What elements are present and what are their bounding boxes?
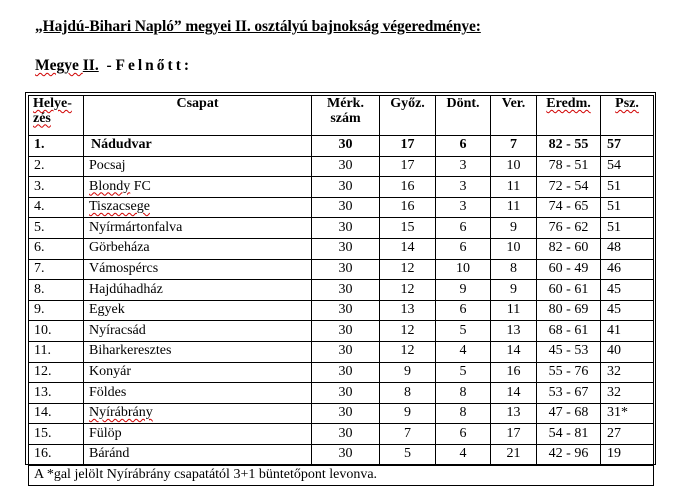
- cell-lost: 16: [491, 362, 537, 383]
- cell-played: 30: [312, 300, 380, 321]
- cell-lost: 9: [491, 218, 537, 239]
- cell-won: 12: [380, 321, 436, 342]
- cell-result: 80 - 69: [537, 300, 601, 321]
- table-row: [29, 259, 654, 280]
- table-row: [29, 136, 654, 157]
- cell-team: Nyíracsád: [84, 321, 312, 342]
- cell-points: 19: [601, 444, 654, 465]
- table-row: [29, 218, 654, 239]
- cell-team: Pocsaj: [84, 156, 312, 177]
- cell-team: Hajdúhadház: [84, 280, 312, 301]
- cell-result: 60 - 61: [537, 280, 601, 301]
- standings-header: [29, 96, 654, 136]
- cell-played: 30: [312, 238, 380, 259]
- cell-played: 30: [312, 177, 380, 198]
- cell-played: 30: [312, 444, 380, 465]
- cell-team: Blondy FC: [84, 177, 312, 198]
- table-row: [29, 300, 654, 321]
- cell-lost: 14: [491, 341, 537, 362]
- cell-lost: 11: [491, 177, 537, 198]
- table-row: [29, 424, 654, 445]
- subtitle-colon: :: [183, 57, 190, 74]
- cell-lost: 13: [491, 403, 537, 424]
- cell-points: 40: [601, 341, 654, 362]
- header-position-line1: Helye-: [33, 96, 72, 111]
- table-row: [29, 341, 654, 362]
- cell-points: 57: [601, 136, 654, 157]
- cell-points: 32: [601, 362, 654, 383]
- cell-position: 4.: [29, 197, 84, 218]
- cell-lost: 21: [491, 444, 537, 465]
- cell-result: 82 - 55: [537, 136, 601, 157]
- header-team: Csapat: [84, 96, 312, 136]
- cell-result: 54 - 81: [537, 424, 601, 445]
- cell-result: 60 - 49: [537, 259, 601, 280]
- cell-points: 27: [601, 424, 654, 445]
- cell-won: 13: [380, 300, 436, 321]
- cell-played: 30: [312, 362, 380, 383]
- cell-lost: 10: [491, 156, 537, 177]
- cell-points: 48: [601, 238, 654, 259]
- cell-team: [84, 403, 312, 424]
- header-row: [29, 96, 654, 136]
- document-subtitle: [35, 57, 189, 75]
- header-draw: Dönt.: [436, 96, 491, 136]
- cell-points: 54: [601, 156, 654, 177]
- cell-won: 12: [380, 280, 436, 301]
- cell-draw: 9: [436, 280, 491, 301]
- subtitle-dash: -: [98, 57, 116, 74]
- cell-lost: 10: [491, 238, 537, 259]
- cell-position: 2.: [29, 156, 84, 177]
- cell-lost: 17: [491, 424, 537, 445]
- header-position: [29, 96, 84, 136]
- cell-result: 47 - 68: [537, 403, 601, 424]
- document-title: „Hajdú-Bihari Napló” megyei II. osztályú bajnokság végeredménye:: [35, 18, 481, 35]
- header-played-line1: Mérk.: [327, 96, 364, 111]
- header-played: [312, 96, 380, 136]
- cell-result: 45 - 53: [537, 341, 601, 362]
- table-row: [29, 156, 654, 177]
- subtitle-prefix: Megye: [35, 57, 83, 74]
- cell-points: 51: [601, 197, 654, 218]
- cell-position: 6.: [29, 238, 84, 259]
- cell-position: 10.: [29, 321, 84, 342]
- cell-draw: 3: [436, 177, 491, 198]
- cell-position: 14.: [29, 403, 84, 424]
- cell-draw: 6: [436, 424, 491, 445]
- cell-position: 12.: [29, 362, 84, 383]
- table-row: [29, 362, 654, 383]
- cell-position: 5.: [29, 218, 84, 239]
- cell-played: 30: [312, 321, 380, 342]
- cell-played: 30: [312, 259, 380, 280]
- cell-points: 32: [601, 383, 654, 404]
- cell-position: 7.: [29, 259, 84, 280]
- cell-won: 7: [380, 424, 436, 445]
- cell-team: Konyár: [84, 362, 312, 383]
- cell-won: 16: [380, 197, 436, 218]
- cell-played: 30: [312, 136, 380, 157]
- cell-result: 53 - 67: [537, 383, 601, 404]
- cell-draw: 6: [436, 136, 491, 157]
- cell-lost: 14: [491, 383, 537, 404]
- cell-played: 30: [312, 403, 380, 424]
- cell-draw: 8: [436, 383, 491, 404]
- table-row: [29, 383, 654, 404]
- header-points: [601, 96, 654, 136]
- cell-won: 17: [380, 136, 436, 157]
- cell-points: 51: [601, 177, 654, 198]
- subtitle-roman: II.: [82, 57, 99, 74]
- header-result-label: Eredm.: [546, 96, 591, 111]
- spellcheck-mark: Tiszacsege: [89, 199, 150, 215]
- cell-won: 14: [380, 238, 436, 259]
- cell-team: Nádudvar: [84, 136, 312, 157]
- header-points-label: Psz.: [615, 96, 639, 111]
- table-row: [29, 197, 654, 218]
- cell-team: Egyek: [84, 300, 312, 321]
- cell-result: 78 - 51: [537, 156, 601, 177]
- table-row: [29, 280, 654, 301]
- cell-draw: 8: [436, 403, 491, 424]
- cell-team: Báránd: [84, 444, 312, 465]
- cell-team: Vámospércs: [84, 259, 312, 280]
- standings-table: [28, 95, 654, 486]
- cell-lost: 11: [491, 197, 537, 218]
- cell-points: 45: [601, 280, 654, 301]
- cell-team: Biharkeresztes: [84, 341, 312, 362]
- cell-result: 55 - 76: [537, 362, 601, 383]
- cell-won: 15: [380, 218, 436, 239]
- header-lost: Ver.: [491, 96, 537, 136]
- table-row: [29, 177, 654, 198]
- cell-played: 30: [312, 218, 380, 239]
- cell-position: 3.: [29, 177, 84, 198]
- cell-position: 15.: [29, 424, 84, 445]
- cell-position: 13.: [29, 383, 84, 404]
- cell-result: 76 - 62: [537, 218, 601, 239]
- cell-points: 46: [601, 259, 654, 280]
- subtitle-category: Felnőtt: [115, 57, 184, 74]
- header-played-line2: szám: [330, 110, 361, 126]
- cell-position: 16.: [29, 444, 84, 465]
- cell-team: Földes: [84, 383, 312, 404]
- cell-position: 8.: [29, 280, 84, 301]
- header-position-line2: zés: [33, 110, 51, 126]
- spellcheck-mark: Nyírábrány: [89, 405, 153, 421]
- footnote: A *gal jelölt Nyírábrány csapatától 3+1 büntetőpont levonva.: [29, 465, 654, 486]
- cell-lost: 11: [491, 300, 537, 321]
- cell-points: 41: [601, 321, 654, 342]
- cell-draw: 6: [436, 238, 491, 259]
- cell-team: [84, 197, 312, 218]
- cell-won: 12: [380, 259, 436, 280]
- cell-won: 9: [380, 403, 436, 424]
- cell-draw: 10: [436, 259, 491, 280]
- cell-draw: 3: [436, 197, 491, 218]
- cell-played: 30: [312, 280, 380, 301]
- cell-won: 8: [380, 383, 436, 404]
- cell-points: 45: [601, 300, 654, 321]
- cell-result: 74 - 65: [537, 197, 601, 218]
- cell-draw: 4: [436, 444, 491, 465]
- cell-points: 31*: [601, 403, 654, 424]
- cell-played: 30: [312, 424, 380, 445]
- table-row: [29, 238, 654, 259]
- cell-won: 5: [380, 444, 436, 465]
- cell-result: 42 - 96: [537, 444, 601, 465]
- cell-result: 68 - 61: [537, 321, 601, 342]
- header-won: Győz.: [380, 96, 436, 136]
- cell-position: 11.: [29, 341, 84, 362]
- cell-team: Nyírmártonfalva: [84, 218, 312, 239]
- cell-draw: 4: [436, 341, 491, 362]
- cell-won: 17: [380, 156, 436, 177]
- cell-draw: 3: [436, 156, 491, 177]
- cell-result: 72 - 54: [537, 177, 601, 198]
- header-result: [537, 96, 601, 136]
- cell-played: 30: [312, 341, 380, 362]
- cell-played: 30: [312, 197, 380, 218]
- cell-draw: 6: [436, 300, 491, 321]
- cell-draw: 5: [436, 362, 491, 383]
- cell-draw: 5: [436, 321, 491, 342]
- table-row: [29, 444, 654, 465]
- cell-played: 30: [312, 383, 380, 404]
- cell-played: 30: [312, 156, 380, 177]
- cell-lost: 9: [491, 280, 537, 301]
- table-row: [29, 321, 654, 342]
- footnote-row: [29, 465, 654, 486]
- cell-points: 51: [601, 218, 654, 239]
- cell-position: 9.: [29, 300, 84, 321]
- standings-body: [29, 136, 654, 466]
- cell-lost: 8: [491, 259, 537, 280]
- standings-footer: [29, 465, 654, 486]
- cell-draw: 6: [436, 218, 491, 239]
- spellcheck-mark: Blondy: [89, 178, 131, 194]
- cell-team: Fülöp: [84, 424, 312, 445]
- cell-won: 9: [380, 362, 436, 383]
- cell-won: 12: [380, 341, 436, 362]
- cell-result: 82 - 60: [537, 238, 601, 259]
- cell-team: Görbeháza: [84, 238, 312, 259]
- cell-lost: 13: [491, 321, 537, 342]
- cell-lost: 7: [491, 136, 537, 157]
- cell-position: 1.: [29, 136, 84, 157]
- table-row: [29, 403, 654, 424]
- cell-won: 16: [380, 177, 436, 198]
